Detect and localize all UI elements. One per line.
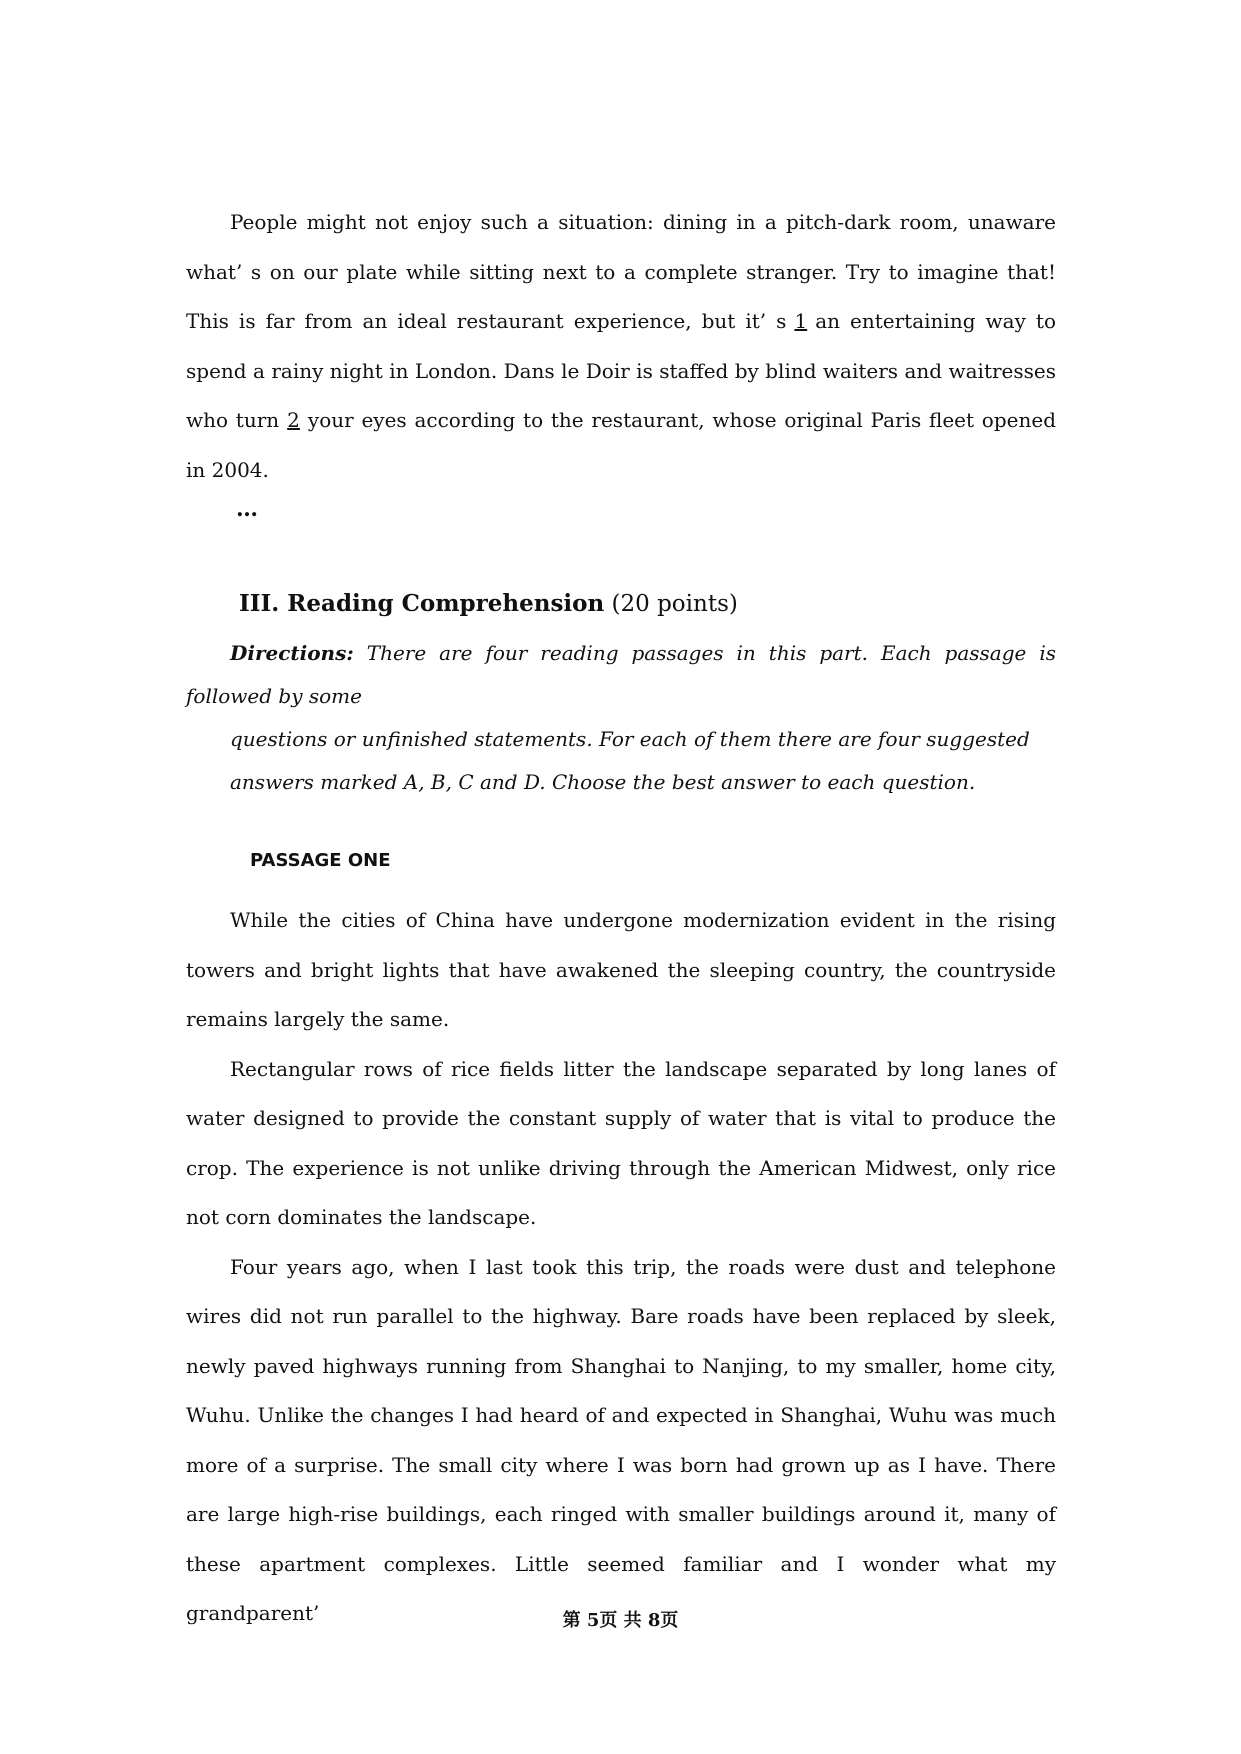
passage-paragraph: Rectangular rows of rice fields litter the landscape separated by long lanes of water designed to provide the constant supply of water that is vital to produce the crop. The experience is not unlike driving through the American Midwest, only rice not corn dominates the landscape.	[186, 1056, 1056, 1229]
cloze-passage	[186, 198, 1056, 495]
directions-text-1: There are four reading passages in this part. Each passage is	[366, 641, 1057, 665]
passage-title: PASSAGE ONE	[250, 850, 391, 871]
cloze-text-part-1: People might not enjoy such a situation: dining in a pitch-dark room, unaware what’ s on our plate while sitting next to a complete stranger. Try to imagine that! This is far from an ideal restaurant experience, but it’ s	[186, 210, 1056, 333]
passage-paragraph: Four years ago, when I last took this trip, the roads were dust and telephone wires did not run parallel to the highway. Bare roads have been replaced by sleek, newly paved highways running from Shanghai to Nanjing, to my smaller, home city, Wuhu. Unlike the changes I had heard of and expected in Shanghai, Wuhu was much more of a surprise. The small city where I was born had grown up as I have. There are large high-rise buildings, each ringed with smaller buildings around it, many of these apartment complexes. Little seemed familiar and I wonder what my grandparent’	[186, 1254, 1056, 1625]
directions-line-4: answers marked A, B, C and D. Choose the best answer to each question.	[230, 770, 976, 794]
directions-line-2: followed by some	[186, 684, 362, 708]
cloze-paragraph	[186, 198, 1056, 495]
blank-1: 1	[794, 309, 808, 333]
page-number: 第 5页 共 8页	[562, 1610, 679, 1631]
section-points: (20 points)	[611, 591, 738, 617]
passage-paragraph: While the cities of China have undergone modernization evident in the rising towers and bright lights that have awakened the sleeping country, the countryside remains largely the same.	[186, 908, 1056, 1031]
section-title: III. Reading Comprehension	[239, 590, 605, 617]
directions-line-1	[186, 632, 1056, 675]
blank-2: 2	[287, 408, 300, 432]
ellipsis: …	[236, 496, 259, 522]
directions-block	[186, 632, 1056, 804]
cloze-text-part-2: an entertaining way to spend a rainy night in London. Dans le Doir is staffed by blind waiters and waitresses who turn	[186, 309, 1056, 432]
directions-label: Directions:	[230, 641, 354, 665]
section-heading	[239, 588, 738, 620]
passage-one-body	[186, 896, 1056, 1639]
cloze-text-part-3: your eyes according to the restaurant, whose original Paris fleet opened in 2004.	[186, 408, 1056, 482]
directions-line-3: questions or unfinished statements. For each of them there are four suggested	[230, 727, 1030, 751]
